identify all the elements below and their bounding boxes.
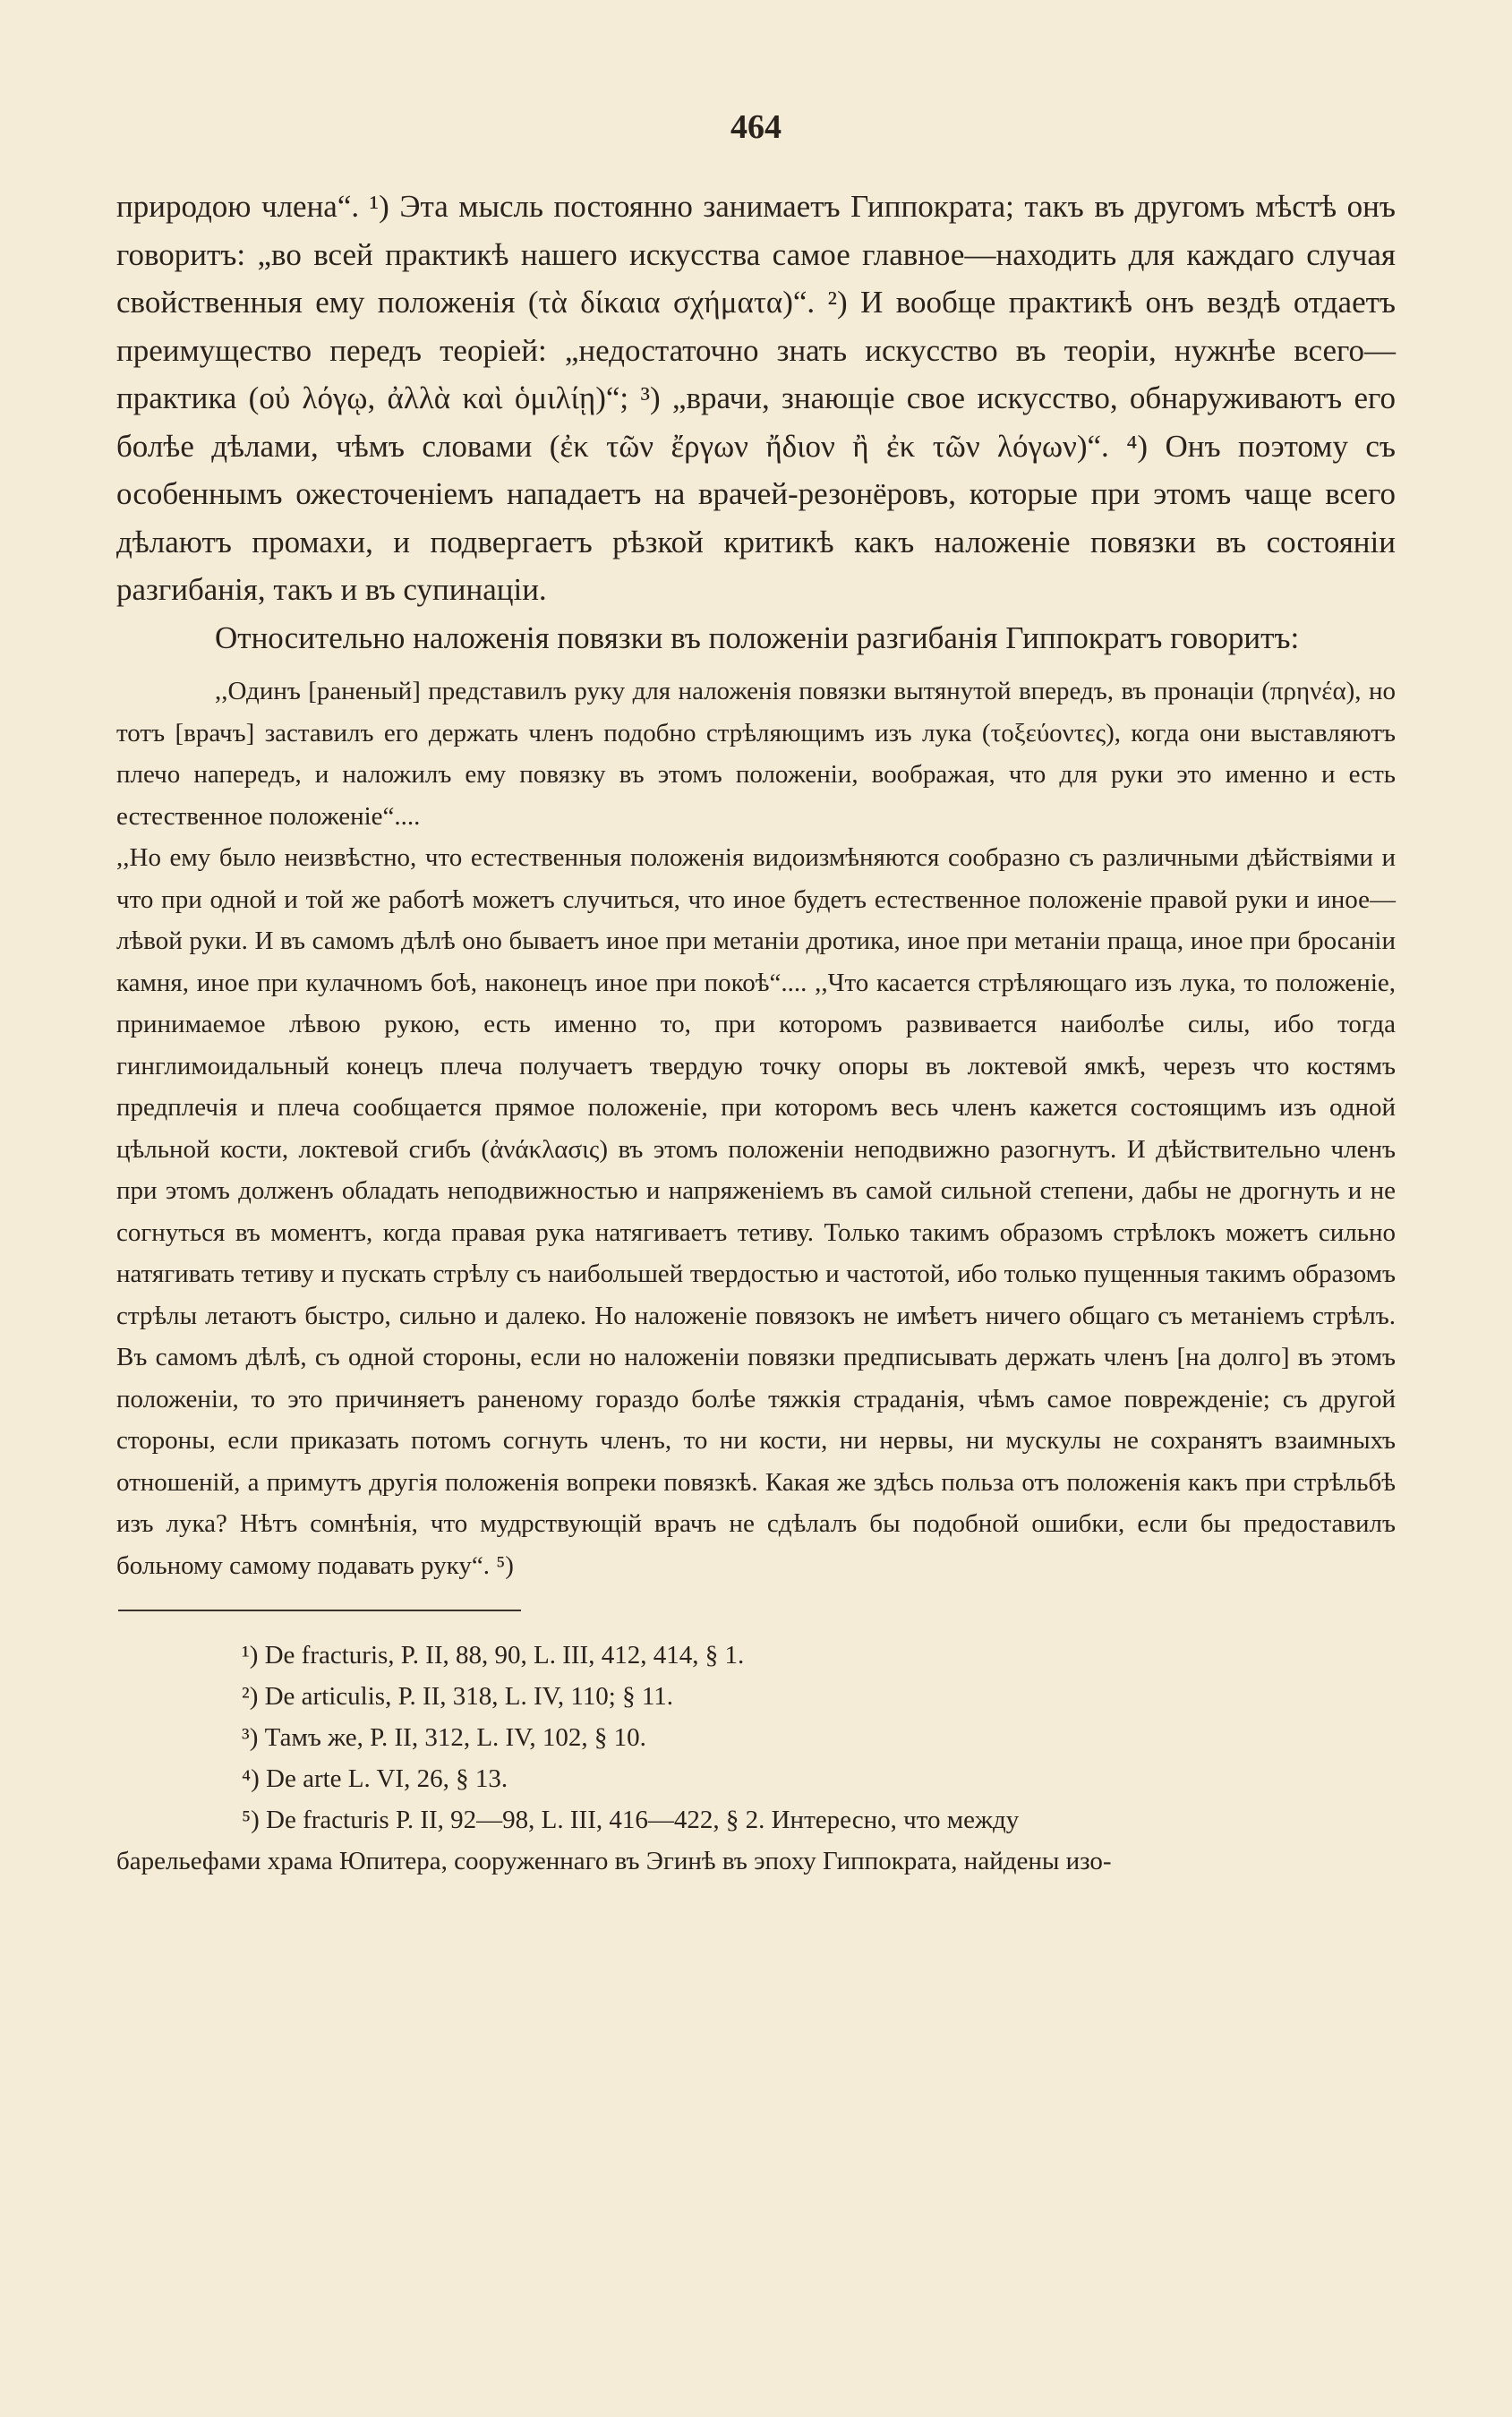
page-number: 464: [730, 108, 782, 146]
quote-paragraph-2: ,,Но ему было неизвѣстно, что естественныя положенія видоизмѣняются сообразно съ различными дѣйствіями и что при одной и той же работѣ можетъ случиться, что иное будетъ естественное положеніе правой руки и иное—лѣвой руки. И въ самомъ дѣлѣ оно бываетъ иное при метаніи дротика, иное при метаніи праща, иное при бросаніи камня, иное при кулачномъ боѣ, наконецъ иное при покоѣ“.... ,,Что касается стрѣляющаго изъ лука, то положеніе, принимаемое лѣвою рукою, есть именно то, при которомъ развивается наиболѣе силы, ибо тогда гинглимоидальный конецъ плеча получаетъ твердую точку опоры въ локтевой ямкѣ, черезъ что костямъ предплечія и плеча сообщается прямое положеніе, при которомъ весь членъ кажется состоящимъ изъ одной цѣльной кости, локтевой сгибъ (ἀνάκλασις) въ этомъ положеніи неподвижно разогнутъ. И дѣйствительно членъ при этомъ долженъ обладать неподвижностью и напряженіемъ въ самой сильной степени, дабы не дрогнуть и не согнуться въ моментъ, когда правая рука натягиваетъ тетиву. Только такимъ образомъ стрѣлокъ можетъ сильно натягивать тетиву и пускать стрѣлу съ наибольшей твердостью и частотой, ибо только пущенныя такимъ образомъ стрѣлы летаютъ быстро, сильно и далеко. Но наложеніе повязокъ не имѣетъ ничего общаго съ метаніемъ стрѣлъ. Въ самомъ дѣлѣ, съ одной стороны, если но наложеніи повязки предписывать держать членъ [на долго] въ этомъ положеніи, то это причиняетъ раненому гораздо болѣе тяжкія страданія, чѣмъ самое поврежденіе; съ другой стороны, если приказать потомъ согнуть членъ, то ни кости, ни нервы, ни мускулы не сохранятъ взаимныхъ отношеній, а примутъ другія положенія вопреки повязкѣ. Какая же здѣсь польза отъ положенія какъ при стрѣльбѣ изъ лука? Нѣтъ сомнѣнія, что мудрствующій врачъ не сдѣлалъ бы подобной ошибки, если бы предоставилъ больному самому подавать руку“. ⁵): [116, 843, 1396, 1580]
paragraph-1: природою члена“. ¹) Эта мысль постоянно занимаетъ Гиппократа; такъ въ другомъ мѣстѣ онъ говоритъ: „во всей практикѣ нашего искусства самое главное—находить для каждаго случая свойственныя ему положенія (τὰ δίκαια σχήματα)“. ²) И вообще практикѣ онъ вездѣ отдаетъ преимущество передъ теоріей: „недостаточно знать искусство въ теоріи, нужнѣе всего—практика (οὐ λόγῳ, ἀλλὰ καὶ ὁμιλίῃ)“; ³) „врачи, знающіе свое искусство, обнаруживаютъ его болѣе дѣлами, чѣмъ словами (ἐκ τῶν ἔργων ἤδιον ἢ ἐκ τῶν λόγων)“. ⁴) Онъ поэтому съ особеннымъ ожесточеніемъ нападаетъ на врачей-резонёровъ, которые при этомъ чаще всего дѣлаютъ промахи, и подвергаетъ рѣзкой критикѣ какъ наложеніе повязки въ состояніи разгибанія, такъ и въ супинаціи.: [116, 189, 1396, 607]
footnote-1: ¹) De fracturis, P. II, 88, 90, L. III, 412, 414, § 1.: [242, 1641, 745, 1670]
footnote-3: ³) Тамъ же, P. II, 312, L. IV, 102, § 10.: [242, 1723, 646, 1752]
footnote-2: ²) De articulis, P. II, 318, L. IV, 110; § 11.: [242, 1682, 674, 1711]
main-text: [116, 183, 1396, 662]
footnote-5: ⁵) De fracturis P. II, 92—98, L. III, 416—422, § 2. Интересно, что между: [242, 1806, 1020, 1834]
quotation-block: [116, 670, 1396, 1586]
paragraph-2: Относительно наложенія повязки въ положеніи разгибанія Гиппократъ говоритъ:: [215, 619, 1300, 655]
footnote-5-continuation: барельефами храма Юпитера, сооруженнаго въ Эгинѣ въ эпоху Гиппократа, найдены изо-: [116, 1847, 1112, 1875]
footnote-4: ⁴) De arte L. VI, 26, § 13.: [242, 1764, 508, 1793]
footnotes: [116, 1635, 1396, 1882]
footnote-divider: [118, 1610, 521, 1611]
quote-paragraph-1: ,,Одинъ [раненый] представилъ руку для наложенія повязки вытянутой впередъ, въ пронаціи (πρηνέα), но тотъ [врачъ] заставилъ его держать членъ подобно стрѣляющимъ изъ лука (τοξεύοντες), когда они выставляютъ плечо напередъ, и наложилъ ему повязку въ этомъ положеніи, воображая, что для руки это именно и есть естественное положеніе“....: [116, 677, 1396, 831]
